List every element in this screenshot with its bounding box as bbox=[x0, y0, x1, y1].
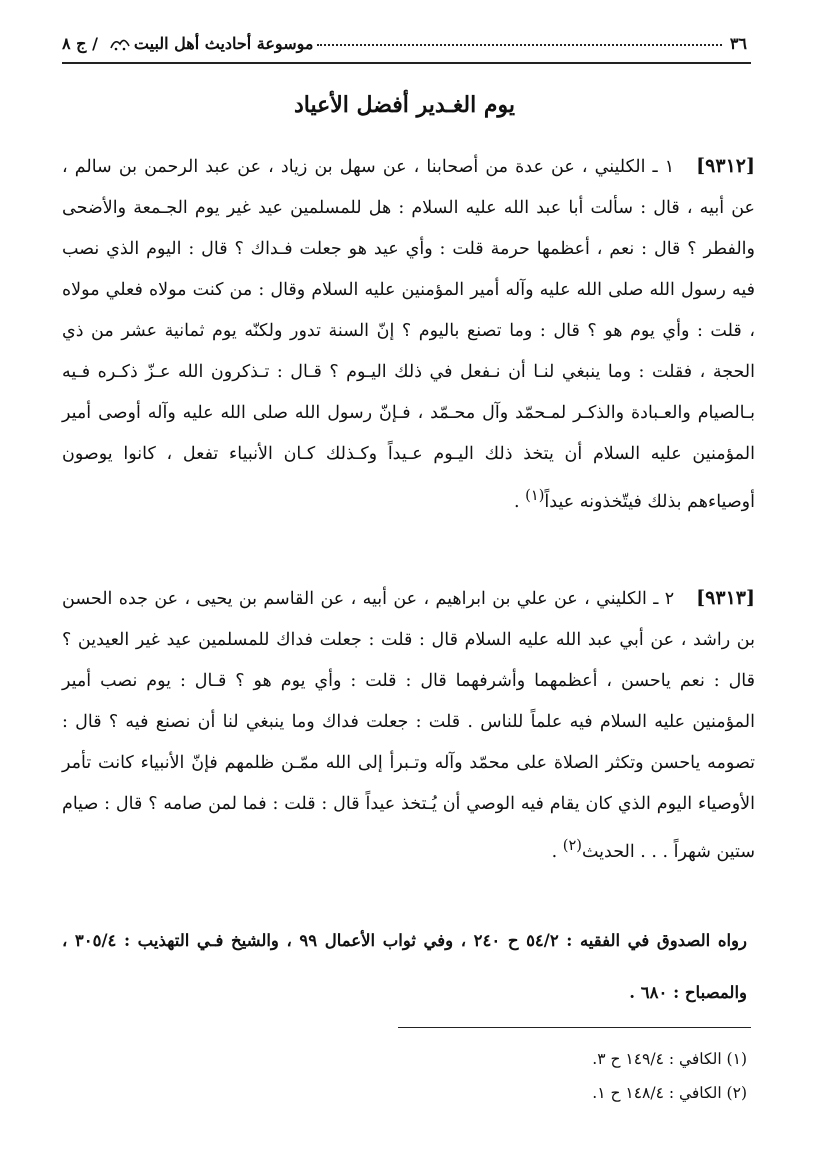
honorific-icon bbox=[109, 34, 131, 52]
running-header bbox=[62, 28, 747, 58]
footnotes bbox=[300, 1042, 747, 1110]
volume-label: / ج ٨ bbox=[62, 33, 98, 53]
hadith-entry: [٩٣١٢]١ ـ الكليني ، عن عدة من أصحابنا ، عن سهل بن زياد ، عن عبد الرحمن بن سالم ، عن أبيه ، قال : سألت أبا عبد الله عليه السلام : هل للمسلمين عيد غير يوم الجـمعة والأضحى والفطر ؟ قال : نعم ، أعظمها حرمة قلت : وأي عيد هو جعلت فـداك ؟ قال : اليوم الذي نصب فيه رسول الله صلى الله عليه وآله أمير المؤمنين عليه السلام وقال : من كنت مولاه فعلي مولاه ، قلت : وأي يوم هو ؟ قال : وما تصنع باليوم ؟ إنّ السنة تدور ولكنّه يوم ثمانية عشر من ذي الحجة ، فقلت : وما ينبغي لنـا أن نـفعل في ذلك اليـوم ؟ قـال : تـذكرون الله عـزّ ذكـره فـيه بـالصيام والعـبادة والذكـر لمـحمّد وآل محـمّد ، فـإنّ رسول الله صلى الله عليه وآله أوصى أمير المؤمنين عليه السلام أن يتخذ ذلك اليـوم عـيداً وكـذلك كـان الأنبياء تفعل ، كانوا يوصون أوصياءهم بذلك فيتّخذونه عيداً$^{(١)}$ . bbox=[62, 155, 755, 512]
hadith-number: [٩٣١٢] bbox=[696, 155, 755, 177]
hadith-number: [٩٣١٣] bbox=[696, 587, 755, 609]
book-title: موسوعة أحاديث أهل البيت bbox=[133, 33, 314, 53]
header-rule bbox=[62, 62, 751, 64]
footnote-ref: (١) bbox=[525, 487, 545, 504]
page-number: ٣٦ bbox=[729, 33, 747, 53]
footnote-ref: (٢) bbox=[562, 837, 582, 854]
hadith-text: ١ ـ الكليني ، عن عدة من أصحابنا ، عن سهل بن زياد ، عن عبد الرحمن بن سالم ، عن أبيه ، قال : سألت أبا عبد الله عليه السلام : هل للمسلمين عيد غير يوم الجـمعة والأضحى والفطر ؟ قال : نعم ، أعظمها حرمة قلت : وأي عيد هو جعلت فـداك ؟ قال : اليوم الذي نصب فيه رسول الله صلى الله عليه وآله أمير المؤمنين عليه السلام وقال : من كنت مولاه فعلي مولاه ، قلت : وأي يوم هو ؟ قال : وما تصنع باليوم ؟ إنّ السنة تدور ولكنّه يوم ثمانية عشر من ذي الحجة ، فقلت : وما ينبغي لنـا أن نـفعل في ذلك اليـوم ؟ قـال : تـذكرون الله عـزّ ذكـره فـيه بـالصيام والعـبادة والذكـر لمـحمّد وآل محـمّد ، فـإنّ رسول الله صلى الله عليه وآله أوصى أمير المؤمنين عليه السلام أن يتخذ ذلك اليـوم عـيداً وكـذلك كـان الأنبياء تفعل ، كانوا يوصون أوصياءهم بذلك فيتّخذونه عيداً bbox=[62, 157, 755, 512]
chapter-title: يوم الغـدير أفضل الأعياد bbox=[293, 92, 516, 118]
dot-leader bbox=[317, 34, 721, 46]
footnote: (١) الكافي : ١٤٩/٤ ح ٣. bbox=[592, 1050, 747, 1068]
hadith-entry: [٩٣١٣]٢ ـ الكليني ، عن علي بن ابراهيم ، عن أبيه ، عن القاسم بن يحيى ، عن جده الحسن بن راشد ، عن أبي عبد الله عليه السلام قال : قلت : جعلت فداك للمسلمين عيد غير العيدين ؟ قال : نعم ياحسن ، أعظمهما وأشرفهما قال : قلت : وأي يوم هو ؟ قـال : يوم نصب أمير المؤمنين عليه السلام فيه علماً للناس . قلت : جعلت فداك وما ينبغي لنا أن نصنع فيه ؟ قال : تصومه ياحسن وتكثر الصلاة على محمّد وآله وتـبرأ إلى الله ممّـن ظلمهم فإنّ الأنبياء كانت تأمر الأوصياء اليوم الذي كان يقام فيه الوصي أن يُـتخذ عيداً قال : قلت : فما لمن صامه ؟ قال : صيام ستين شهراً . . . الحديث$^{(٢)}$ . bbox=[62, 587, 755, 862]
footnote: (٢) الكافي : ١٤٨/٤ ح ١. bbox=[592, 1084, 747, 1102]
footnote-rule bbox=[398, 1027, 751, 1028]
source-note: رواه الصدوق في الفقيه : ٥٤/٢ ح ٢٤٠ ، وفي ثواب الأعمال ٩٩ ، والشيخ فـي التهذيب : ٣٠٥/٤ ، والمصباح : ٦٨٠ . bbox=[62, 931, 747, 1002]
hadith-text: ٢ ـ الكليني ، عن علي بن ابراهيم ، عن أبيه ، عن القاسم بن يحيى ، عن جده الحسن بن راشد ، عن أبي عبد الله عليه السلام قال : قلت : جعلت فداك للمسلمين عيد غير العيدين ؟ قال : نعم ياحسن ، أعظمهما وأشرفهما قال : قلت : وأي يوم هو ؟ قـال : يوم نصب أمير المؤمنين عليه السلام فيه علماً للناس . قلت : جعلت فداك وما ينبغي لنا أن نصنع فيه ؟ قال : تصومه ياحسن وتكثر الصلاة على محمّد وآله وتـبرأ إلى الله ممّـن ظلمهم فإنّ الأنبياء كانت تأمر الأوصياء اليوم الذي كان يقام فيه الوصي أن يُـتخذ عيداً قال : قلت : فما لمن صامه ؟ قال : صيام ستين شهراً . . . الحديث bbox=[62, 589, 755, 862]
